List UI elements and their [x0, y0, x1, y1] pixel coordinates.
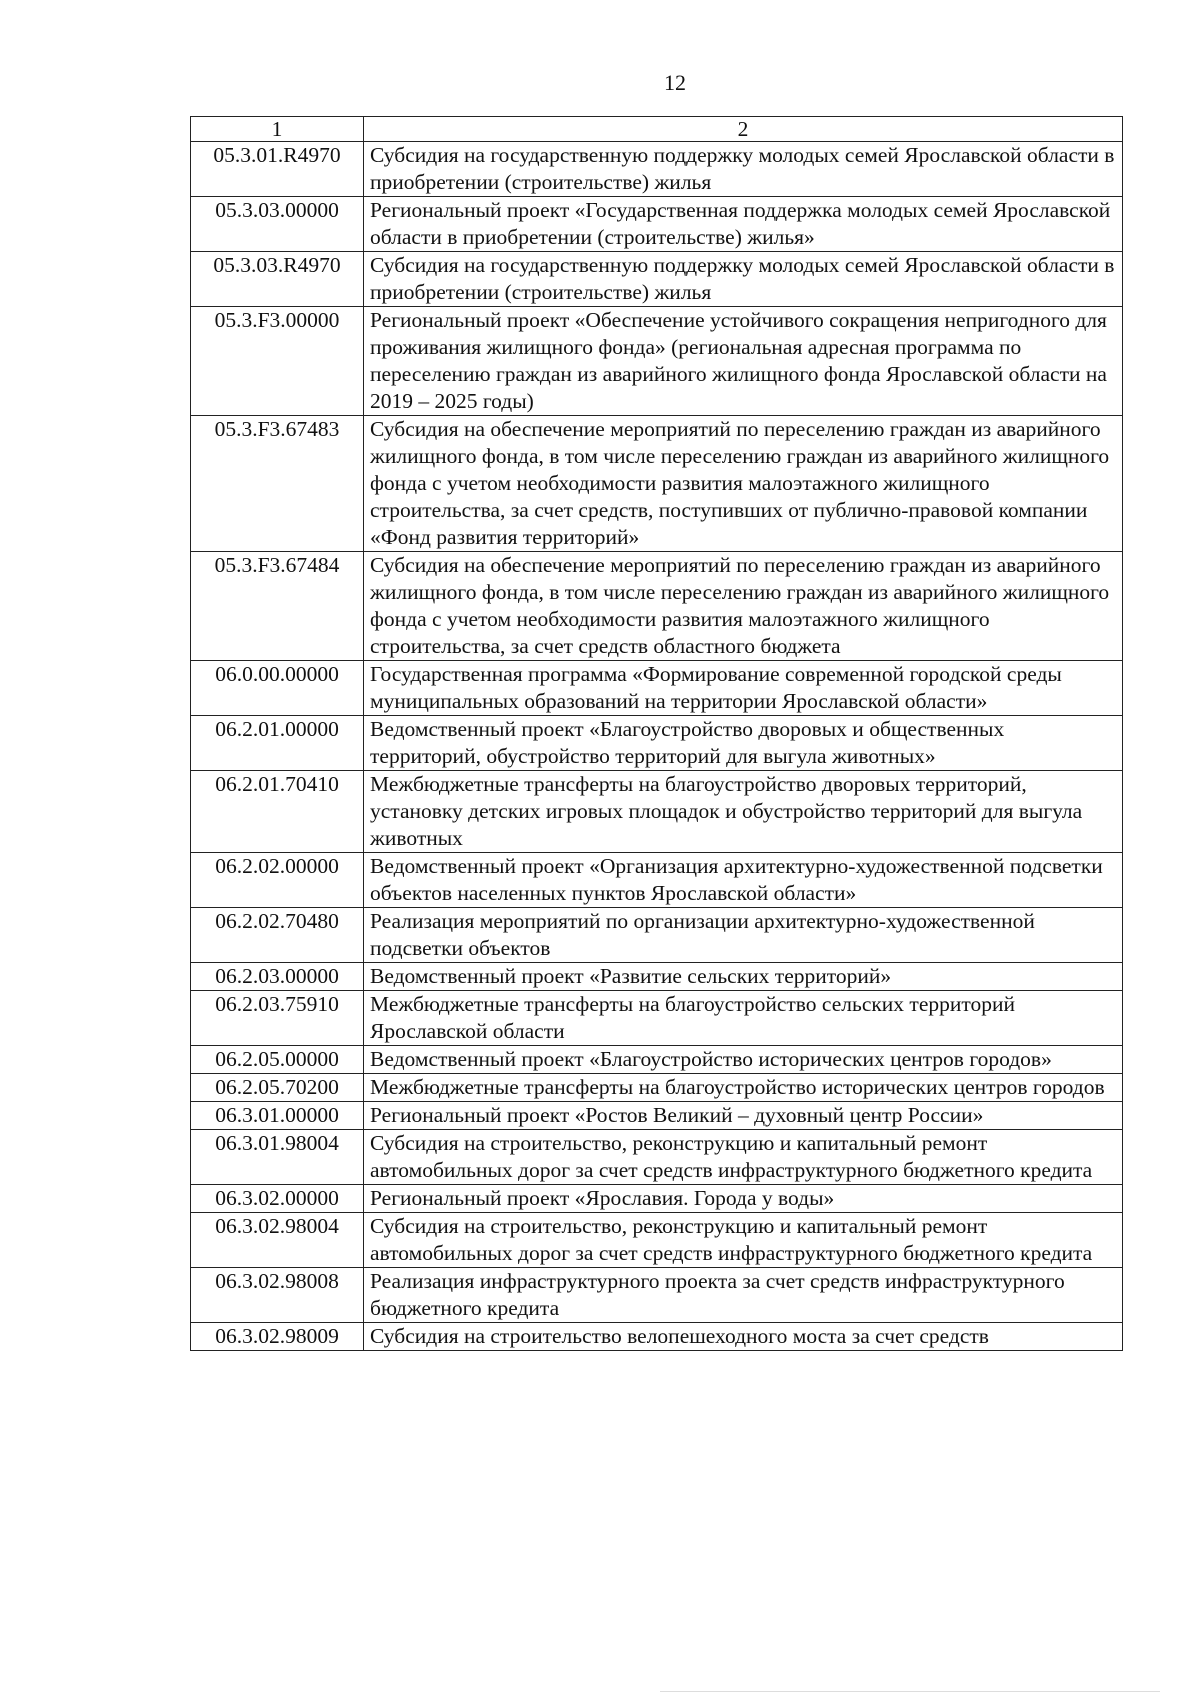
- column-header-description: 2: [364, 117, 1123, 142]
- row-description: Субсидия на обеспечение мероприятий по переселению граждан из аварийного жилищного фонда, в том числе переселению граждан из аварийного жилищного фонда с учетом необходимости развития малоэтажного жилищного строительства, за счет средств областного бюджета: [364, 552, 1123, 661]
- table-row: [191, 716, 1123, 771]
- table-row: [191, 771, 1123, 853]
- row-description: Межбюджетные трансферты на благоустройство дворовых территорий, установку детских игровых площадок и обустройство территорий для выгула животных: [364, 771, 1123, 853]
- table-row: [191, 1185, 1123, 1213]
- row-description: Ведомственный проект «Благоустройство исторических центров городов»: [364, 1046, 1123, 1074]
- row-code: 06.3.02.00000: [191, 1185, 364, 1213]
- row-code: 06.0.00.00000: [191, 661, 364, 716]
- row-description: Региональный проект «Ярославия. Города у воды»: [364, 1185, 1123, 1213]
- row-code: 06.2.01.00000: [191, 716, 364, 771]
- table-row: [191, 416, 1123, 552]
- column-header-code: 1: [191, 117, 364, 142]
- row-description: Государственная программа «Формирование современной городской среды муниципальных образований на территории Ярославской области»: [364, 661, 1123, 716]
- table-row: [191, 1213, 1123, 1268]
- row-code: 06.2.03.75910: [191, 991, 364, 1046]
- row-code: 06.2.02.70480: [191, 908, 364, 963]
- row-description: Субсидия на государственную поддержку молодых семей Ярославской области в приобретении (строительстве) жилья: [364, 252, 1123, 307]
- scan-edge-line: [660, 1691, 1160, 1692]
- row-code: 06.3.01.00000: [191, 1102, 364, 1130]
- row-description: Субсидия на строительство, реконструкцию и капитальный ремонт автомобильных дорог за счет средств инфраструктурного бюджетного кредита: [364, 1130, 1123, 1185]
- table-row: [191, 1323, 1123, 1351]
- table-row: [191, 307, 1123, 416]
- row-code: 05.3.01.R4970: [191, 142, 364, 197]
- row-code: 06.3.02.98004: [191, 1213, 364, 1268]
- table-row: [191, 963, 1123, 991]
- row-code: 06.2.03.00000: [191, 963, 364, 991]
- table-row: [191, 552, 1123, 661]
- row-code: 05.3.F3.00000: [191, 307, 364, 416]
- row-description: Ведомственный проект «Организация архитектурно-художественной подсветки объектов населенных пунктов Ярославской области»: [364, 853, 1123, 908]
- row-description: Субсидия на обеспечение мероприятий по переселению граждан из аварийного жилищного фонда, в том числе переселению граждан из аварийного жилищного фонда с учетом необходимости развития малоэтажного жилищного строительства, за счет средств, поступивших от публично-правовой компании «Фонд развития территорий»: [364, 416, 1123, 552]
- row-description: Реализация инфраструктурного проекта за счет средств инфраструктурного бюджетного кредита: [364, 1268, 1123, 1323]
- row-code: 06.2.05.00000: [191, 1046, 364, 1074]
- row-description: Реализация мероприятий по организации архитектурно-художественной подсветки объектов: [364, 908, 1123, 963]
- row-description: Региональный проект «Обеспечение устойчивого сокращения непригодного для проживания жилищного фонда» (региональная адресная программа по переселению граждан из аварийного жилищного фонда Ярославской области на 2019 – 2025 годы): [364, 307, 1123, 416]
- row-description: Субсидия на строительство велопешеходного моста за счет средств: [364, 1323, 1123, 1351]
- table-row: [191, 661, 1123, 716]
- row-code: 06.3.02.98008: [191, 1268, 364, 1323]
- row-description: Региональный проект «Государственная поддержка молодых семей Ярославской области в приобретении (строительстве) жилья»: [364, 197, 1123, 252]
- table-body: [191, 142, 1123, 1351]
- row-code: 05.3.03.R4970: [191, 252, 364, 307]
- row-description: Межбюджетные трансферты на благоустройство исторических центров городов: [364, 1074, 1123, 1102]
- row-code: 06.3.01.98004: [191, 1130, 364, 1185]
- table-row: [191, 197, 1123, 252]
- budget-classification-table: [190, 116, 1123, 1351]
- table-row: [191, 252, 1123, 307]
- row-code: 06.2.02.00000: [191, 853, 364, 908]
- row-description: Ведомственный проект «Благоустройство дворовых и общественных территорий, обустройство территорий для выгула животных»: [364, 716, 1123, 771]
- row-description: Субсидия на государственную поддержку молодых семей Ярославской области в приобретении (строительстве) жилья: [364, 142, 1123, 197]
- table-header-row: [191, 117, 1123, 142]
- row-code: 05.3.F3.67483: [191, 416, 364, 552]
- row-description: Региональный проект «Ростов Великий – духовный центр России»: [364, 1102, 1123, 1130]
- row-description: Межбюджетные трансферты на благоустройство сельских территорий Ярославской области: [364, 991, 1123, 1046]
- table-row: [191, 853, 1123, 908]
- table-row: [191, 1268, 1123, 1323]
- row-code: 06.3.02.98009: [191, 1323, 364, 1351]
- row-code: 06.2.01.70410: [191, 771, 364, 853]
- row-description: Ведомственный проект «Развитие сельских территорий»: [364, 963, 1123, 991]
- row-code: 06.2.05.70200: [191, 1074, 364, 1102]
- table-row: [191, 142, 1123, 197]
- table-row: [191, 1130, 1123, 1185]
- table-row: [191, 908, 1123, 963]
- page-number: 12: [664, 70, 686, 95]
- row-code: 05.3.03.00000: [191, 197, 364, 252]
- table-row: [191, 1046, 1123, 1074]
- table-row: [191, 1102, 1123, 1130]
- row-description: Субсидия на строительство, реконструкцию и капитальный ремонт автомобильных дорог за счет средств инфраструктурного бюджетного кредита: [364, 1213, 1123, 1268]
- row-code: 05.3.F3.67484: [191, 552, 364, 661]
- table-row: [191, 1074, 1123, 1102]
- table-row: [191, 991, 1123, 1046]
